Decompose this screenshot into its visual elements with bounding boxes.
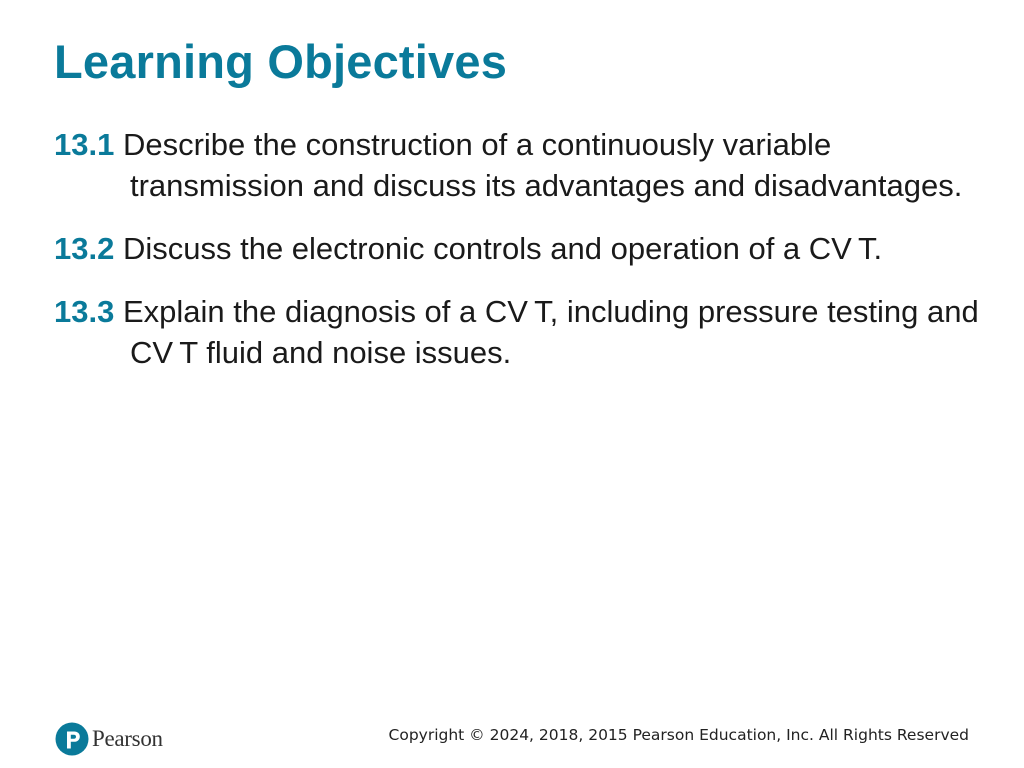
objective-item	[54, 228, 984, 269]
objective-text: Explain the diagnosis of a CV T, including pressure testing and CV T fluid and noise issues.	[122, 294, 979, 370]
pearson-logo	[55, 721, 163, 757]
pearson-logo-text: Pearson	[92, 726, 163, 751]
objective-text: Discuss the electronic controls and operation of a CV T.	[122, 231, 883, 266]
slide-footer	[0, 718, 1024, 758]
pearson-p-icon	[55, 722, 89, 756]
objective-item	[54, 291, 984, 373]
objective-number: 13.2	[54, 231, 115, 266]
slide-title: Learning Objectives	[54, 35, 508, 88]
objective-number: 13.3	[54, 294, 115, 329]
learning-objectives-list	[54, 124, 984, 395]
objective-number: 13.1	[54, 127, 115, 162]
objective-text: Describe the construction of a continuously variable transmission and discuss its advantages and disadvantages.	[122, 127, 963, 203]
copyright-notice: Copyright © 2024, 2018, 2015 Pearson Education, Inc. All Rights Reserved	[388, 726, 969, 744]
objective-item	[54, 124, 984, 206]
